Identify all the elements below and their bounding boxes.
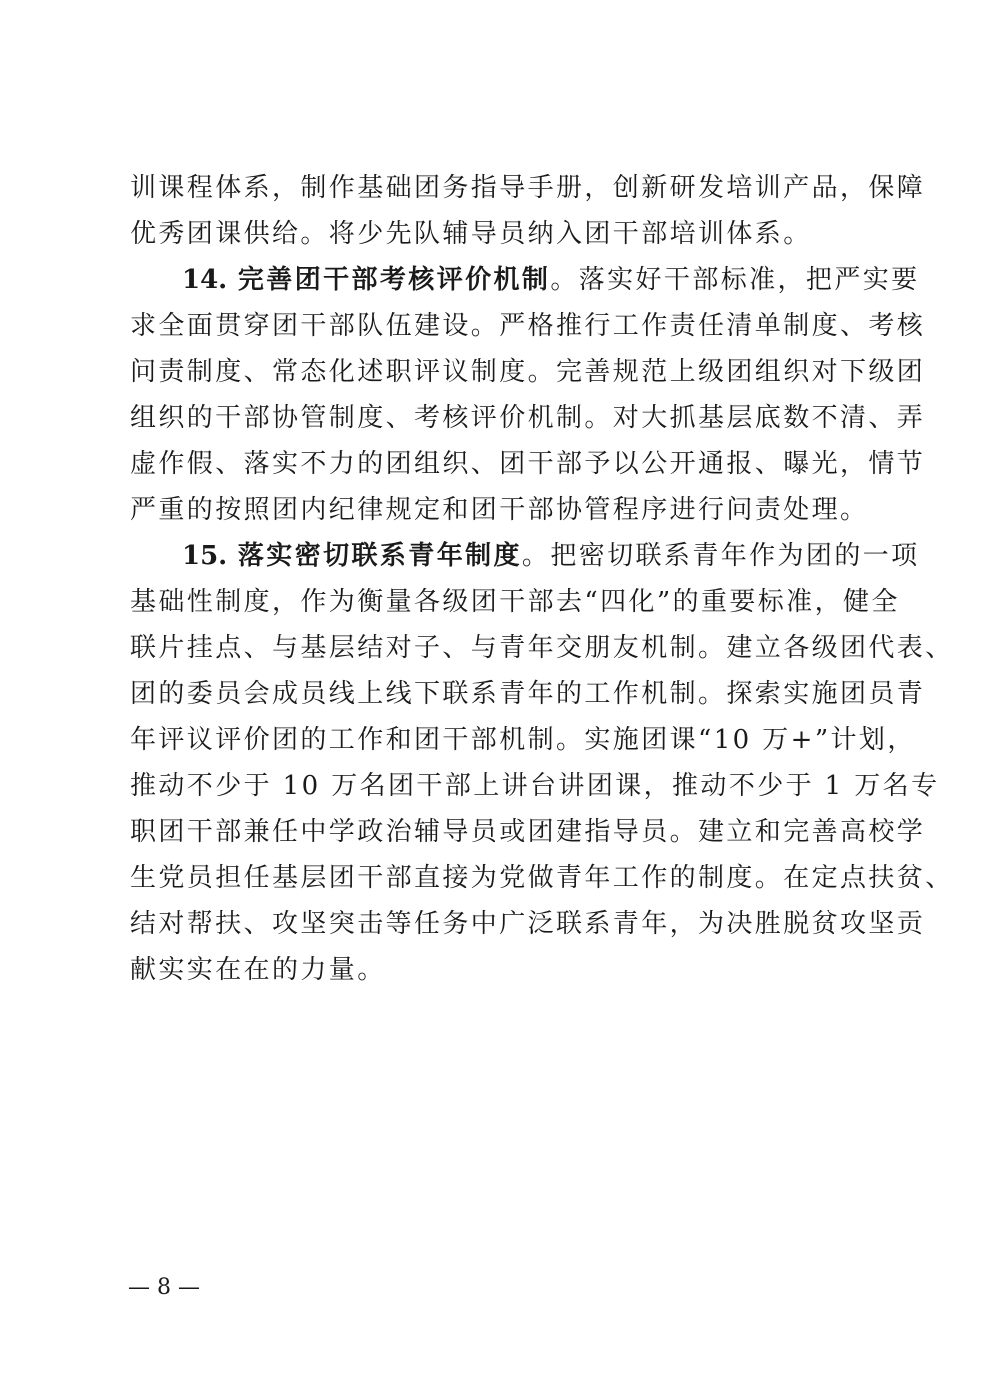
item-14-first-line-rest: 。落实好干部标准，把严实要 — [550, 265, 920, 295]
text-line: 结对帮扶、攻坚突击等任务中广泛联系青年，为决胜脱贫攻坚贡 — [130, 909, 926, 939]
text-line: 虚作假、落实不力的团组织、团干部予以公开通报、曝光，情节 — [130, 449, 926, 479]
item-15-heading: 落实密切联系青年制度 — [237, 541, 522, 571]
text-line: 严重的按照团内纪律规定和团干部协管程序进行问责处理。 — [130, 495, 869, 525]
item-15-paragraph — [130, 533, 954, 993]
text-line: 问责制度、常态化述职评议制度。完善规范上级团组织对下级团 — [130, 357, 926, 387]
text-line: 推动不少于 10 万名团干部上讲台讲团课，推动不少于 1 万名专 — [130, 771, 940, 801]
item-15-number: 15. — [182, 541, 228, 571]
page-number: — 8 — — [128, 1275, 200, 1300]
text-line: 基础性制度，作为衡量各级团干部去“四化”的重要标准，健全 — [130, 587, 900, 617]
item-14-first-line — [130, 257, 920, 303]
text-line: 求全面贯穿团干部队伍建设。严格推行工作责任清单制度、考核 — [130, 311, 926, 341]
item-14-number: 14. — [182, 265, 228, 295]
text-line: 组织的干部协管制度、考核评价机制。对大抓基层底数不清、弄 — [130, 403, 926, 433]
text-line: 生党员担任基层团干部直接为党做青年工作的制度。在定点扶贫、 — [130, 863, 954, 893]
text-line: 联片挂点、与基层结对子、与青年交朋友机制。建立各级团代表、 — [130, 633, 954, 663]
text-line: 团的委员会成员线上线下联系青年的工作机制。探索实施团员青 — [130, 679, 926, 709]
item-14-paragraph — [130, 257, 926, 533]
item-14-heading: 完善团干部考核评价机制 — [237, 265, 551, 295]
text-line: 训课程体系，制作基础团务指导手册，创新研发培训产品，保障 — [130, 173, 926, 203]
text-line: 职团干部兼任中学政治辅导员或团建指导员。建立和完善高校学 — [130, 817, 926, 847]
paragraph-continuation — [130, 165, 926, 257]
text-line: 年评议评价团的工作和团干部机制。实施团课“10 万+”计划， — [130, 725, 916, 755]
text-line: 优秀团课供给。将少先队辅导员纳入团干部培训体系。 — [130, 219, 812, 249]
body-text — [130, 165, 954, 993]
item-15-first-line-rest: 。把密切联系青年作为团的一项 — [521, 541, 920, 571]
item-15-first-line — [130, 533, 920, 579]
text-line: 献实实在在的力量。 — [130, 955, 386, 985]
